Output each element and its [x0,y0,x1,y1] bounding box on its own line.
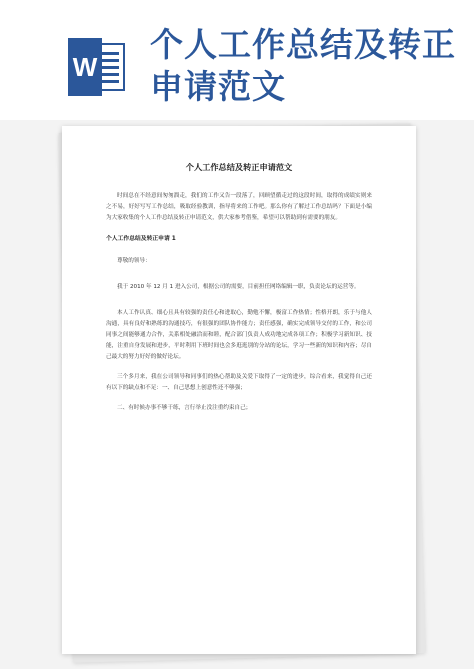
document-title: 个人工作总结及转正申请范文 [185,162,293,172]
paragraph-4: 二、有时候办事不够干练，言行举止没注重约束自己； [117,405,252,411]
banner-title: 个人工作总结及转正申请范文 [150,25,456,106]
paragraph-3: 三个多月来，我在公司领导和同事们的热心帮助及关爱下取得了一定的进步，综合看来，我觉得自己还有以下的缺点和不足：一、自己思想上创意性还不够强； [106,374,372,391]
svg-text:W: W [72,52,98,82]
section-heading: 个人工作总结及转正申请 1 [106,236,176,242]
paragraph-1: 我于 2010 年 12 月 1 进入公司，根据公司的需要，目前担任网络编辑一职，负责论坛的运营等。 [117,284,360,290]
paragraph-2: 本人工作认真、细心且具有较强的责任心和进取心，勤勉不懈，极富工作热情；性格开朗，乐于与他人沟通，具有良好和熟练的沟通技巧，有很强的团队协作能力；责任感强，确实完成领导交付的工作，和公司同事之间能够通力合作，关系相处融洽而和睦，配合部门负责人成功地完成各项工作；积极学习新知识、技能，注重自身发展和进步，平时利用下班时间也会多逛逛别的分站的论坛，学习一些新的知识和内容；尽自己最大的努力好好的做好论坛。 [106,310,372,360]
banner [0,0,474,120]
intro-paragraph: 时间总在不经意间匆匆溜走，我们的工作又告一段落了，回顾望循走过的这段时间，取得的成绩实则来之不易，好好写写工作总结，吸取经验教训，指导将来的工作吧。那么你有了解过工作总结吗？下面是小编为大家收集的个人工作总结及转正申请范文，供大家参考借鉴，希望可以帮助到有需要的朋友。 [106,193,372,221]
salutation: 尊敬的领导： [117,258,151,264]
word-document-icon [66,36,128,98]
document-page [62,126,416,654]
